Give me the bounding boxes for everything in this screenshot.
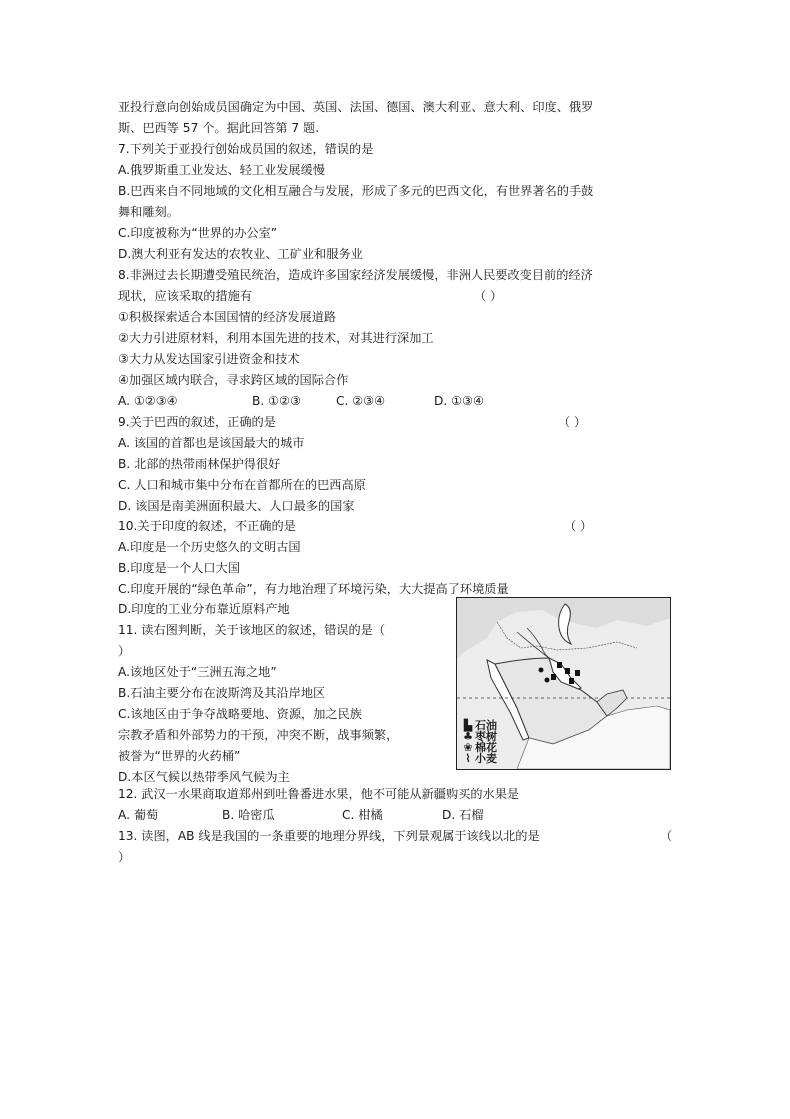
legend-wheat [461,753,501,764]
q10-stem: 10.关于印度的叙述，不正确的是 [118,519,296,533]
q8-stem-line-1: 8.非洲过去长期遭受殖民统治，造成许多国家经济发展缓慢，非洲人民要改变目前的经济 [118,268,593,282]
q8-option-c: C. ②③④ [336,394,386,408]
q9-answer-paren: （ ） [558,415,587,429]
intro-line-2: 斯、巴西等 57 个。据此回答第 7 题. [118,121,320,135]
oil-icon: ▙ [463,719,473,732]
q13-paren-open: （ [660,829,673,843]
q11-option-a: A.该地区处于“三洲五海之地” [118,665,277,679]
q13-stem: 13. 读图，AB 线是我国的一条重要的地理分界线，下列景观属于该线以北的是 [118,829,540,843]
q9-option-b: B. 北部的热带雨林保护得很好 [118,457,281,471]
q8-statement-1: ①积极探索适合本国国情的经济发展道路 [118,310,337,324]
q9-option-d: D. 该国是南美洲面积最大、人口最多的国家 [118,499,355,513]
date-palm-icon: ♣ [463,730,473,743]
legend-wheat-label: 小麦 [475,752,497,765]
cotton-icon: ❀ [463,741,473,754]
q11-option-c-line-2: 宗教矛盾和外部势力的干预，冲突不断，战事频繁， [118,728,399,742]
q12-stem: 12. 武汉一水果商取道郑州到吐鲁番进水果，他不可能从新疆购买的水果是 [118,787,520,801]
q11-option-b: B.石油主要分布在波斯湾及其沿岸地区 [118,686,326,700]
q12-option-a: A. 葡萄 [118,808,159,822]
q7-option-c: C.印度被称为“世界的办公室” [118,226,278,240]
q8-option-d: D. ①③④ [434,394,484,408]
q7-option-b-line-1: B.巴西来自不同地域的文化相互融合与发展，形成了多元的巴西文化，有世界著名的手鼓 [118,184,594,198]
q12-option-c: C. 柑橘 [342,808,383,822]
map-legend [461,720,501,764]
q10-option-b: B.印度是一个人口大国 [118,561,240,575]
q7-stem: 7.下列关于亚投行创始成员国的叙述，错误的是 [118,142,374,156]
q12-options [118,806,484,824]
q8-option-b: B. ①②③ [252,394,301,408]
q9-option-a: A. 该国的首都也是该国最大的城市 [118,436,305,450]
q11-option-d: D.本区气候以热带季风气候为主 [118,770,290,784]
q10-answer-paren: （ ） [564,519,593,533]
q8-stem-line-2: 现状，应该采取的措施有 [118,289,253,303]
q13-paren-close: ） [118,850,131,864]
q7-option-d: D.澳大利亚有发达的农牧业、工矿业和服务业 [118,247,363,261]
q9-stem: 9.关于巴西的叙述，正确的是 [118,415,276,429]
legend-cotton-label: 棉花 [475,741,497,754]
legend-date-palm-label: 枣树 [475,730,497,743]
q8-option-a: A. ①②③④ [118,394,178,408]
wheat-icon: ⌇ [465,752,471,765]
intro-line-1: 亚投行意向创始成员国确定为中国、英国、法国、德国、澳大利亚、意大利、印度、俄罗 [118,100,594,114]
legend-oil-label: 石油 [475,719,497,732]
q7-option-b-line-2: 舞和雕刻。 [118,205,179,219]
q8-statement-3: ③大力从发达国家引进资金和技术 [118,352,300,366]
q12-option-b: B. 哈密瓜 [222,808,275,822]
q12-option-d: D. 石榴 [442,808,484,822]
q10-option-d: D.印度的工业分布靠近原料产地 [118,602,290,616]
q8-statement-4: ④加强区域内联合，寻求跨区域的国际合作 [118,373,349,387]
q8-answer-paren: （ ） [474,289,503,303]
q8-options [118,392,484,410]
q10-option-c: C.印度开展的“绿色革命”，有力地治理了环境污染，大大提高了环境质量 [118,582,509,596]
q11-stem-line-1: 11. 读右图判断，关于该地区的叙述，错误的是（ [118,623,386,637]
q8-statement-2: ②大力引进原材料，利用本国先进的技术，对其进行深加工 [118,331,434,345]
q7-option-a: A.俄罗斯重工业发达、轻工业发展缓慢 [118,163,325,177]
q11-stem-line-2: ） [118,644,131,658]
q9-option-c: C. 人口和城市集中分布在首都所在的巴西高原 [118,478,366,492]
q10-option-a: A.印度是一个历史悠久的文明古国 [118,540,301,554]
q11-option-c-line-1: C.该地区由于争夺战略要地、资源，加之民族 [118,707,362,721]
q11-option-c-line-3: 被誉为“世界的火药桶” [118,749,241,763]
